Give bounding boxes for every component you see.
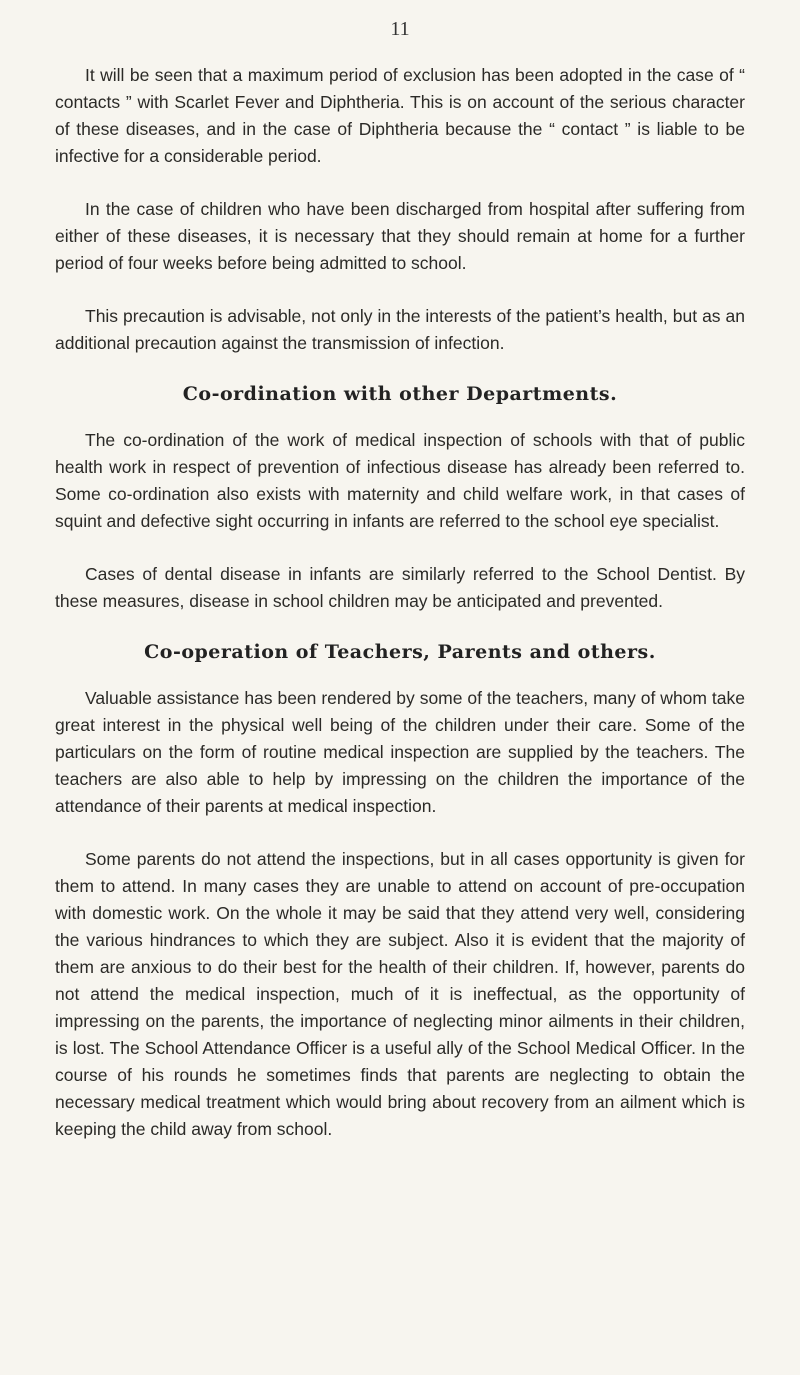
page-number: 11 — [390, 18, 410, 40]
paragraph: Cases of dental disease in infants are similarly referred to the School Dentist. By these measures, disease in school children may be anticipated and prevented. — [55, 564, 745, 611]
section-heading: Co-ordination with other Departments. — [182, 383, 618, 405]
paragraph: It will be seen that a maximum period of exclusion has been adopted in the case of “ contacts ” with Scarlet Fever and Diphtheria. This is on account of the serious character of these diseases, and in the case of Diphtheria because the “ contact ” is liable to be infective for a considerable period. — [55, 65, 745, 166]
paragraph: Valuable assistance has been rendered by some of the teachers, many of whom take great interest in the physical well being of the children under their care. Some of the particulars on the form of routine medical inspection are supplied by the teachers. The teachers are also able to help by impressing on the children the importance of the attendance of their parents at medical inspection. — [55, 688, 745, 816]
section-heading: Co-operation of Teachers, Parents and others. — [144, 641, 656, 663]
paragraph: The co-ordination of the work of medical inspection of schools with that of public health work in respect of prevention of infectious disease has already been referred to. Some co-ordination also exists with maternity and child welfare work, in that cases of squint and defective sight occurring in infants are referred to the school eye specialist. — [55, 430, 745, 531]
paragraph: Some parents do not attend the inspections, but in all cases opportunity is given for them to attend. In many cases they are unable to attend on account of pre-occupation with domestic work. On the whole it may be said that they attend very well, considering the various hindrances to which they are subject. Also it is evident that the majority of them are anxious to do their best for the health of their children. If, however, parents do not attend the medical inspection, much of it is ineffectual, as the opportunity of impressing on the parents, the importance of neglecting minor ailments in their children, is lost. The School Attendance Officer is a useful ally of the School Medical Officer. In the course of his rounds he sometimes finds that parents are neglecting to obtain the necessary medical treatment which would bring about recovery from an ailment which is keeping the child away from school. — [55, 849, 745, 1139]
document-body — [55, 62, 745, 1169]
paragraph: In the case of children who have been discharged from hospital after suffering from either of these diseases, it is necessary that they should remain at home for a further period of four weeks before being admitted to school. — [55, 199, 745, 273]
paragraph: This precaution is advisable, not only in the interests of the patient’s health, but as an additional precaution against the transmission of infection. — [55, 306, 745, 353]
